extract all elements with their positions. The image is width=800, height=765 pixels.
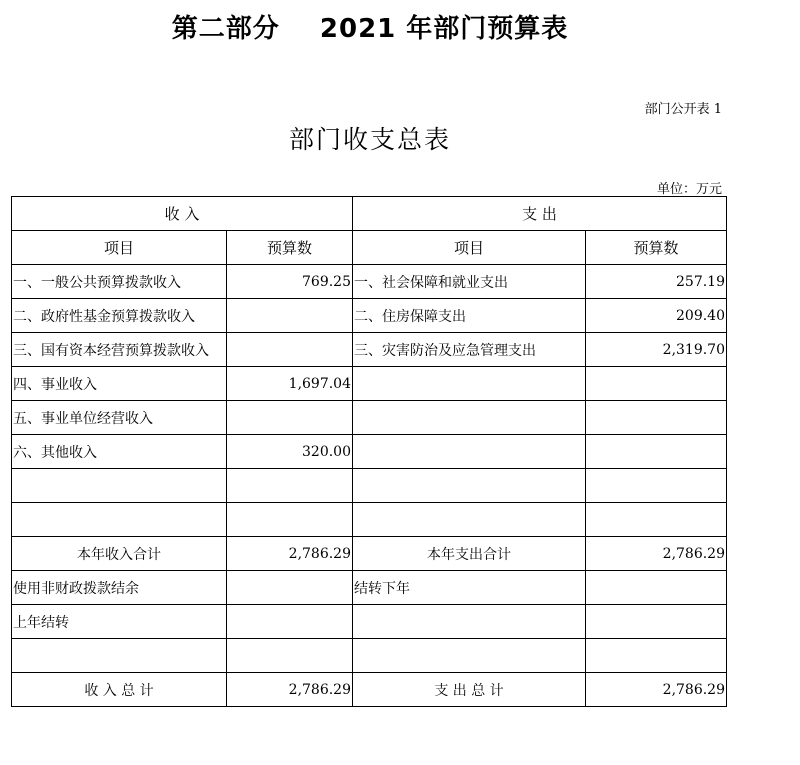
table-row — [12, 639, 727, 673]
expense-value — [586, 469, 727, 503]
expense-value — [586, 571, 727, 605]
income-value — [227, 571, 353, 605]
income-item: 三、国有资本经营预算拨款收入 — [12, 333, 227, 367]
income-value — [227, 639, 353, 673]
income-value — [227, 605, 353, 639]
expense-item — [353, 503, 586, 537]
expense-value: 209.40 — [586, 299, 727, 333]
unit-label: 单位：万元 — [656, 182, 722, 197]
income-budget-header: 预算数 — [227, 231, 353, 265]
table-row — [12, 333, 727, 367]
expense-item-header: 项目 — [353, 231, 586, 265]
income-total-value: 2,786.29 — [227, 673, 353, 707]
income-subtotal-label: 本年收入合计 — [12, 537, 227, 571]
expense-item: 一、社会保障和就业支出 — [353, 265, 586, 299]
column-header-row — [12, 231, 727, 265]
expense-subtotal-value: 2,786.29 — [586, 537, 727, 571]
expense-item — [353, 435, 586, 469]
income-subtotal-value: 2,786.29 — [227, 537, 353, 571]
budget-table — [11, 196, 727, 707]
income-value: 769.25 — [227, 265, 353, 299]
income-item: 二、政府性基金预算拨款收入 — [12, 299, 227, 333]
table-row — [12, 265, 727, 299]
expense-section-header: 支 出 — [353, 197, 727, 231]
income-item: 上年结转 — [12, 605, 227, 639]
table-row — [12, 401, 727, 435]
income-value — [227, 299, 353, 333]
income-item: 五、事业单位经营收入 — [12, 401, 227, 435]
income-value — [227, 503, 353, 537]
table-row — [12, 435, 727, 469]
income-value — [227, 469, 353, 503]
table-row — [12, 571, 727, 605]
expense-value — [586, 367, 727, 401]
table-row — [12, 367, 727, 401]
section-header-row — [12, 197, 727, 231]
income-total-label: 收 入 总 计 — [12, 673, 227, 707]
income-item — [12, 469, 227, 503]
table-row — [12, 469, 727, 503]
expense-value — [586, 605, 727, 639]
income-item — [12, 639, 227, 673]
income-section-header: 收 入 — [12, 197, 353, 231]
expense-budget-header: 预算数 — [586, 231, 727, 265]
income-item-header: 项目 — [12, 231, 227, 265]
expense-subtotal-label: 本年支出合计 — [353, 537, 586, 571]
income-item: 使用非财政拨款结余 — [12, 571, 227, 605]
income-item: 一、一般公共预算拨款收入 — [12, 265, 227, 299]
table-row — [12, 605, 727, 639]
expense-item: 三、灾害防治及应急管理支出 — [353, 333, 586, 367]
income-item: 六、其他收入 — [12, 435, 227, 469]
subtotal-row — [12, 537, 727, 571]
income-value: 320.00 — [227, 435, 353, 469]
income-item — [12, 503, 227, 537]
income-value — [227, 333, 353, 367]
expense-value: 257.19 — [586, 265, 727, 299]
income-value: 1,697.04 — [227, 367, 353, 401]
expense-item — [353, 639, 586, 673]
expense-total-value: 2,786.29 — [586, 673, 727, 707]
expense-item — [353, 469, 586, 503]
sheet-title: 部门收支总表 — [288, 125, 451, 154]
expense-value — [586, 435, 727, 469]
expense-item: 结转下年 — [353, 571, 586, 605]
expense-item — [353, 605, 586, 639]
expense-item — [353, 401, 586, 435]
expense-item: 二、住房保障支出 — [353, 299, 586, 333]
table-row — [12, 503, 727, 537]
table-row — [12, 299, 727, 333]
total-row — [12, 673, 727, 707]
income-item: 四、事业收入 — [12, 367, 227, 401]
expense-value — [586, 401, 727, 435]
expense-item — [353, 367, 586, 401]
part-title: 第二部分 2021 年部门预算表 — [171, 14, 569, 44]
expense-total-label: 支 出 总 计 — [353, 673, 586, 707]
table-number: 部门公开表 1 — [644, 102, 722, 117]
expense-value — [586, 503, 727, 537]
income-value — [227, 401, 353, 435]
expense-value — [586, 639, 727, 673]
expense-value: 2,319.70 — [586, 333, 727, 367]
